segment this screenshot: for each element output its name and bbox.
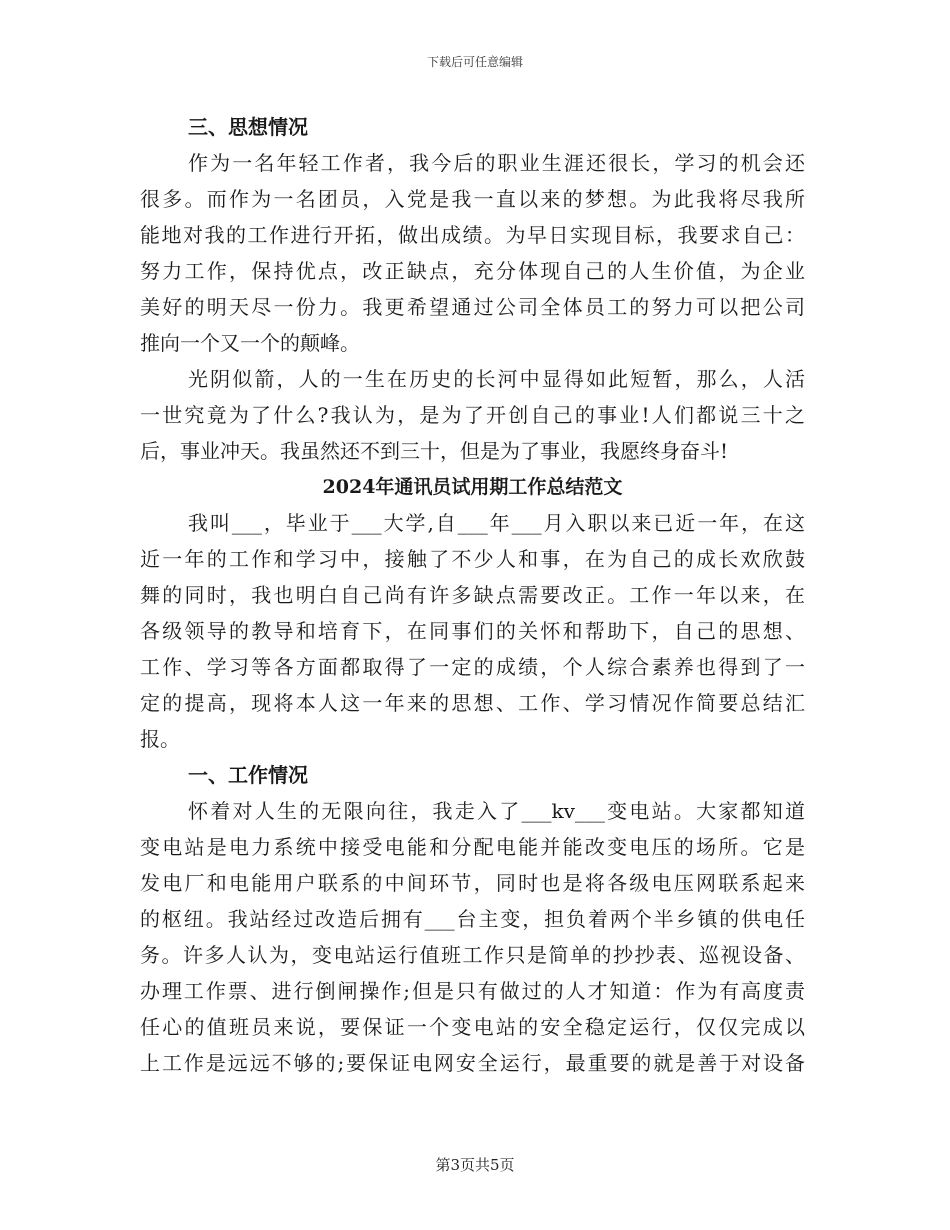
text-line: 光阴似箭，人的一生在历史的长河中显得如此短暂，那么，人活 [188, 367, 805, 391]
text-line: 推向一个又一个的颠峰。 [140, 331, 360, 355]
text-line: 我叫___，毕业于___大学,自___年___月入职以来已近一年，在这 [188, 511, 805, 535]
text-line: 各级领导的教导和培育下，在同事们的关怀和帮助下，自己的思想、 [140, 619, 805, 643]
text-line: 变电站是电力系统中接受电能和分配电能并能改变电压的场所。它是 [140, 835, 805, 859]
text-line: 作为一名年轻工作者，我今后的职业生涯还很长，学习的机会还 [188, 151, 805, 175]
text-line: 定的提高，现将本人这一年来的思想、工作、学习情况作简要总结汇 [140, 691, 805, 715]
text-line: 办理工作票、进行倒闸操作;但是只有做过的人才知道：作为有高度责 [140, 979, 805, 1003]
text-line: 报。 [140, 727, 180, 751]
text-line: 务。许多人认为，变电站运行值班工作只是简单的抄抄表、巡视设备、 [140, 943, 805, 967]
text-line: 美好的明天尽一份力。我更希望通过公司全体员工的努力可以把公司 [140, 295, 805, 319]
text-line: 近一年的工作和学习中，接触了不少人和事，在为自己的成长欢欣鼓 [140, 547, 805, 571]
text-line: 任心的值班员来说，要保证一个变电站的安全稳定运行，仅仅完成以 [140, 1015, 805, 1039]
text-line: 的枢纽。我站经过改造后拥有___台主变，担负着两个半乡镇的供电任 [140, 907, 805, 931]
paragraph-intro [140, 505, 805, 757]
text-line: 一世究竟为了什么?我认为，是为了开创自己的事业!人们都说三十之 [140, 403, 805, 427]
text-line: 能地对我的工作进行开拓，做出成绩。为早日实现目标，我要求自己： [140, 223, 805, 247]
paragraph-thoughts-2 [140, 361, 805, 469]
text-line: 舞的同时，我也明白自己尚有许多缺点需要改正。工作一年以来，在 [140, 583, 805, 607]
text-line: 努力工作，保持优点，改正缺点，充分体现自己的人生价值，为企业 [140, 259, 805, 283]
text-line: 很多。而作为一名团员，入党是我一直以来的梦想。为此我将尽我所 [140, 187, 805, 211]
page-header: 下载后可任意编辑 [426, 55, 523, 69]
text-line: 发电厂和电能用户联系的中间环节，同时也是将各级电压网联系起来 [140, 871, 805, 895]
text-line: 工作、学习等各方面都取得了一定的成绩，个人综合素养也得到了一 [140, 655, 805, 679]
text-line: 上工作是远远不够的;要保证电网安全运行，最重要的就是善于对设备 [140, 1051, 805, 1075]
text-line: 怀着对人生的无限向往，我走入了___kv___变电站。大家都知道 [188, 799, 805, 823]
text-line: 后，事业冲天。我虽然还不到三十，但是为了事业，我愿终身奋斗! [140, 439, 729, 463]
page-footer: 第3页共5页 [435, 1156, 515, 1174]
document-body [140, 109, 805, 1081]
section-heading-thoughts: 三、思想情况 [188, 115, 308, 139]
paragraph-thoughts-1 [140, 145, 805, 361]
article-title: 2024年通讯员试用期工作总结范文 [322, 476, 623, 498]
paragraph-work [140, 793, 805, 1081]
section-heading-work: 一、工作情况 [188, 763, 308, 787]
